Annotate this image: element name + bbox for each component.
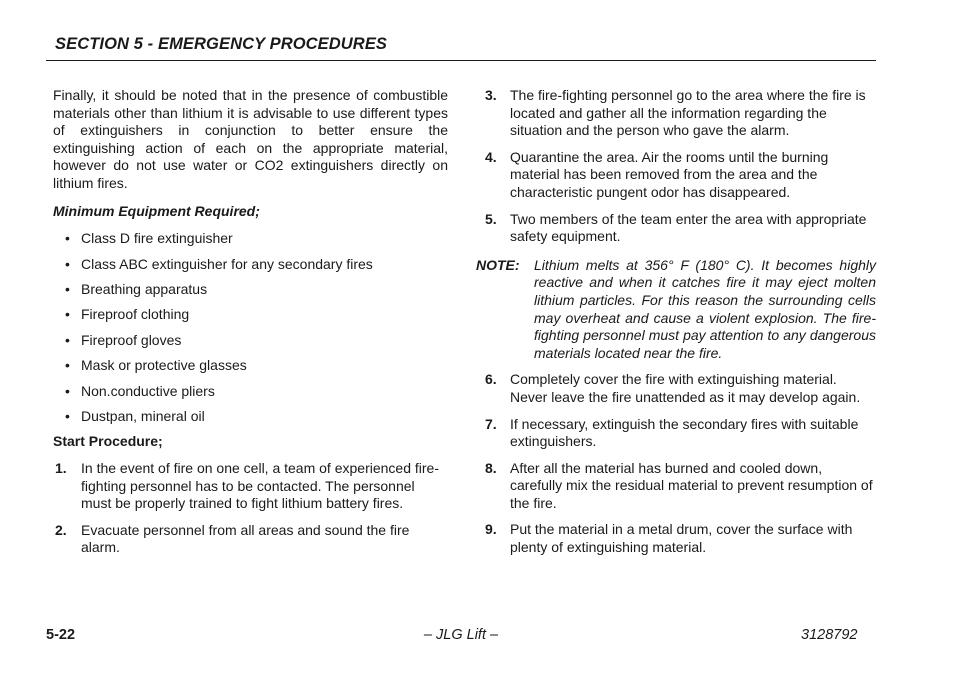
footer-publisher: – JLG Lift – <box>423 627 499 643</box>
step-text: Put the material in a metal drum, cover the surface with plenty of extinguishing material. <box>510 521 853 556</box>
bullet-icon: • <box>65 306 70 323</box>
left-column <box>53 87 448 566</box>
start-procedure-heading: Start Procedure; <box>53 433 163 450</box>
list-item <box>53 408 448 426</box>
list-item <box>53 230 448 248</box>
step-number: 5. <box>485 210 497 227</box>
bullet-icon: • <box>65 230 70 247</box>
step-number: 3. <box>485 87 497 103</box>
step-number: 6. <box>485 371 497 388</box>
list-item <box>53 357 448 375</box>
list-item-text: Class ABC extinguisher for any secondary fires <box>81 255 373 272</box>
procedure-step-8 <box>476 460 876 513</box>
step-text: Two members of the team enter the area with appropriate safety equipment. <box>510 210 867 245</box>
list-item <box>53 256 448 274</box>
step-number: 4. <box>485 148 497 165</box>
procedure-step-9 <box>476 521 876 556</box>
note-text: Lithium melts at 356° F (180° C). It becomes highly reactive and when it catches fire it may eject molten lithium particles. For this reason the surrounding cells may overheat and cause a violent explosion. The fire-fighting personnel must pay attention to any dangerous materials located near the fire. <box>534 256 876 361</box>
list-item <box>53 332 448 350</box>
step-text: Quarantine the area. Air the rooms until the burning material has been removed from the area and the characteristic pungent odor has disappeared. <box>510 148 829 200</box>
bullet-icon: • <box>65 357 70 374</box>
step-number: 2. <box>55 521 67 538</box>
step-number: 8. <box>485 459 497 476</box>
equipment-heading: Minimum Equipment Required; <box>53 202 260 219</box>
list-item-text: Fireproof gloves <box>81 331 182 348</box>
list-item-text: Fireproof clothing <box>81 306 190 323</box>
procedure-step-2 <box>53 522 448 557</box>
list-item <box>53 383 448 401</box>
procedure-step-1 <box>53 460 448 513</box>
procedure-step-4 <box>476 149 876 202</box>
step-text: After all the material has burned and cooled down, carefully mix the residual material to prevent resumption of the fire. <box>510 459 873 511</box>
procedure-step-3 <box>476 87 876 140</box>
bullet-icon: • <box>65 407 70 424</box>
step-text: Completely cover the fire with extinguishing material. Never leave the fire unattended as it may develop again. <box>510 371 861 405</box>
section-title: SECTION 5 - EMERGENCY PROCEDURES <box>55 35 388 53</box>
list-item <box>53 306 448 324</box>
equipment-list <box>53 230 448 425</box>
step-text: If necessary, extinguish the secondary fires with suitable extinguishers. <box>510 415 859 450</box>
step-text: In the event of fire on one cell, a team of experienced fire-fighting personnel has to be contacted. The personnel must be properly trained to fight lithium battery fires. <box>81 460 439 512</box>
step-number: 1. <box>55 460 67 477</box>
header-divider <box>46 60 876 61</box>
step-text: The fire-fighting personnel go to the area where the fire is located and gather all the information regarding the situation and the person who gave the alarm. <box>510 87 866 139</box>
note-label: NOTE: <box>476 256 520 273</box>
list-item-text: Mask or protective glasses <box>81 357 247 374</box>
bullet-icon: • <box>65 331 70 348</box>
list-item-text: Breathing apparatus <box>81 280 208 297</box>
document-number: 3128792 <box>801 627 858 643</box>
list-item <box>53 281 448 299</box>
bullet-icon: • <box>65 382 70 399</box>
procedure-step-7 <box>476 416 876 451</box>
list-item-text: Dustpan, mineral oil <box>81 407 205 424</box>
procedure-step-6 <box>476 371 876 406</box>
safety-note <box>476 257 876 363</box>
bullet-icon: • <box>65 255 70 272</box>
bullet-icon: • <box>65 280 70 297</box>
step-number: 9. <box>485 521 497 538</box>
procedure-step-5 <box>476 211 876 246</box>
right-column <box>476 87 876 566</box>
page-number: 5-22 <box>46 627 76 643</box>
step-text: Evacuate personnel from all areas and sound the fire alarm. <box>81 521 410 556</box>
list-item-text: Class D fire extinguisher <box>81 230 233 247</box>
intro-paragraph: Finally, it should be noted that in the presence of combustible materials other than lithium it is advisable to use different types of extinguishers in conjunction to better ensure the extinguishing action of each on the appropriate material, however do not use water or CO2 extinguishers directly on lithium fires. <box>53 87 448 191</box>
step-number: 7. <box>485 415 497 432</box>
list-item-text: Non.conductive pliers <box>81 382 215 399</box>
